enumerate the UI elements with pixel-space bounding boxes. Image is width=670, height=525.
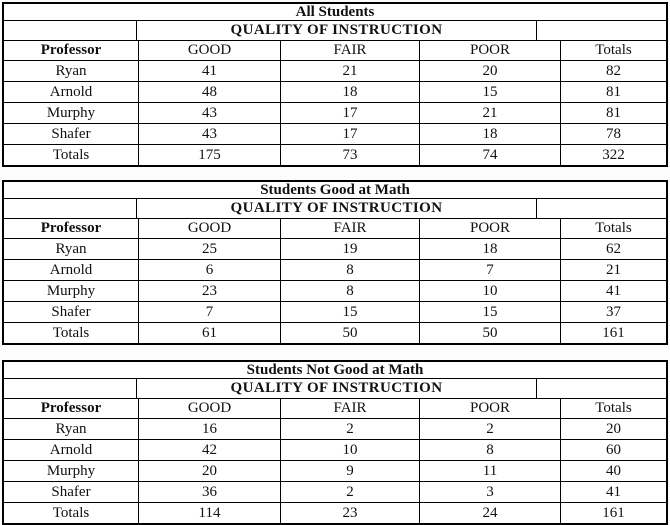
cell-fair: 50	[280, 323, 419, 343]
cell-totals: 40	[560, 461, 666, 481]
col-header-poor: POOR	[419, 399, 560, 418]
cell-professor: Murphy	[46, 104, 96, 121]
cell-good: 42	[138, 440, 280, 460]
cell-fair: 10	[280, 440, 419, 460]
cell-good: 25	[138, 239, 280, 259]
cell-fair: 21	[280, 61, 419, 81]
cell-poor: 50	[419, 323, 560, 343]
cell-fair: 19	[280, 239, 419, 259]
cell-fair: 2	[280, 482, 419, 502]
cell-fair: 2	[280, 419, 419, 439]
column-header-row	[4, 398, 666, 418]
cell-professor: Totals	[52, 146, 90, 163]
cell-poor: 15	[419, 302, 560, 322]
cell-poor: 11	[419, 461, 560, 481]
cell-professor: Totals	[52, 504, 90, 521]
col-header-fair: FAIR	[280, 219, 419, 238]
cell-totals: 81	[560, 82, 666, 102]
table-row-ryan	[4, 60, 666, 81]
table-row-shafer	[4, 123, 666, 144]
cell-professor: Arnold	[49, 261, 93, 278]
cell-fair: 8	[280, 281, 419, 301]
cell-poor: 10	[419, 281, 560, 301]
cell-totals: 62	[560, 239, 666, 259]
col-header-fair: FAIR	[280, 399, 419, 418]
quality-of-instruction-header: QUALITY OF INSTRUCTION	[136, 199, 536, 218]
cell-fair: 17	[280, 103, 419, 123]
table-title: Students Not Good at Math	[246, 362, 424, 378]
col-header-good: GOOD	[138, 219, 280, 238]
column-header-row	[4, 218, 666, 238]
col-header-poor: POOR	[419, 219, 560, 238]
cell-totals: 161	[560, 503, 666, 523]
cell-poor: 8	[419, 440, 560, 460]
cell-professor: Ryan	[55, 62, 87, 79]
cell-good: 114	[138, 503, 280, 523]
cell-good: 20	[138, 461, 280, 481]
cell-fair: 18	[280, 82, 419, 102]
table-title-row	[4, 182, 666, 198]
col-header-good: GOOD	[138, 41, 280, 60]
cell-good: 175	[138, 145, 280, 165]
cell-poor: 15	[419, 82, 560, 102]
table-title: All Students	[295, 4, 375, 20]
cell-good: 43	[138, 124, 280, 144]
cell-totals: 41	[560, 281, 666, 301]
cell-poor: 20	[419, 61, 560, 81]
col-header-professor: Professor	[40, 42, 102, 58]
cell-totals: 60	[560, 440, 666, 460]
cell-fair: 73	[280, 145, 419, 165]
col-header-professor: Professor	[40, 220, 102, 236]
cell-poor: 74	[419, 145, 560, 165]
band-spacer-left	[4, 21, 136, 40]
cell-totals: 37	[560, 302, 666, 322]
cell-professor: Ryan	[55, 240, 87, 257]
table-title: Students Good at Math	[260, 182, 410, 198]
cell-good: 43	[138, 103, 280, 123]
col-header-good: GOOD	[138, 399, 280, 418]
table-row-shafer	[4, 301, 666, 322]
band-header-row	[4, 198, 666, 218]
table-row-ryan	[4, 418, 666, 439]
cell-professor: Arnold	[49, 441, 93, 458]
col-header-totals: Totals	[560, 399, 666, 418]
cell-professor: Murphy	[46, 282, 96, 299]
band-header-row	[4, 378, 666, 398]
table-students-good-at-math	[2, 180, 668, 345]
band-spacer-left	[4, 379, 136, 398]
table-row-arnold	[4, 81, 666, 102]
table-row-totals	[4, 322, 666, 343]
cell-totals: 78	[560, 124, 666, 144]
table-row-murphy	[4, 102, 666, 123]
cell-professor: Totals	[52, 324, 90, 341]
col-header-totals: Totals	[560, 41, 666, 60]
cell-good: 23	[138, 281, 280, 301]
band-spacer-right	[536, 21, 666, 40]
col-header-professor: Professor	[40, 400, 102, 416]
cell-fair: 9	[280, 461, 419, 481]
cell-good: 6	[138, 260, 280, 280]
cell-totals: 161	[560, 323, 666, 343]
cell-poor: 21	[419, 103, 560, 123]
table-row-arnold	[4, 259, 666, 280]
cell-totals: 21	[560, 260, 666, 280]
table-row-ryan	[4, 238, 666, 259]
cell-good: 7	[138, 302, 280, 322]
cell-professor: Murphy	[46, 462, 96, 479]
col-header-totals: Totals	[560, 219, 666, 238]
col-header-fair: FAIR	[280, 41, 419, 60]
cell-poor: 7	[419, 260, 560, 280]
band-spacer-right	[536, 379, 666, 398]
cell-poor: 18	[419, 239, 560, 259]
column-header-row	[4, 40, 666, 60]
table-row-murphy	[4, 460, 666, 481]
cell-totals: 81	[560, 103, 666, 123]
table-students-not-good-at-math	[2, 360, 668, 525]
cell-poor: 18	[419, 124, 560, 144]
table-row-totals	[4, 144, 666, 165]
quality-of-instruction-header: QUALITY OF INSTRUCTION	[136, 21, 536, 40]
cell-totals: 41	[560, 482, 666, 502]
cell-professor: Shafer	[51, 125, 91, 142]
cell-fair: 8	[280, 260, 419, 280]
band-spacer-left	[4, 199, 136, 218]
table-row-shafer	[4, 481, 666, 502]
table-all-students	[2, 2, 668, 167]
cell-fair: 15	[280, 302, 419, 322]
cell-good: 41	[138, 61, 280, 81]
cell-totals: 82	[560, 61, 666, 81]
table-row-totals	[4, 502, 666, 523]
quality-of-instruction-header: QUALITY OF INSTRUCTION	[136, 379, 536, 398]
cell-poor: 2	[419, 419, 560, 439]
cell-good: 48	[138, 82, 280, 102]
cell-fair: 17	[280, 124, 419, 144]
cell-totals: 322	[560, 145, 666, 165]
table-title-row	[4, 4, 666, 20]
band-header-row	[4, 20, 666, 40]
cell-professor: Arnold	[49, 83, 93, 100]
cell-professor: Shafer	[51, 303, 91, 320]
cell-professor: Shafer	[51, 483, 91, 500]
cell-poor: 24	[419, 503, 560, 523]
cell-good: 16	[138, 419, 280, 439]
table-row-murphy	[4, 280, 666, 301]
cell-professor: Ryan	[55, 420, 87, 437]
cell-fair: 23	[280, 503, 419, 523]
col-header-poor: POOR	[419, 41, 560, 60]
cell-totals: 20	[560, 419, 666, 439]
table-row-arnold	[4, 439, 666, 460]
table-title-row	[4, 362, 666, 378]
cell-good: 36	[138, 482, 280, 502]
cell-good: 61	[138, 323, 280, 343]
cell-poor: 3	[419, 482, 560, 502]
band-spacer-right	[536, 199, 666, 218]
